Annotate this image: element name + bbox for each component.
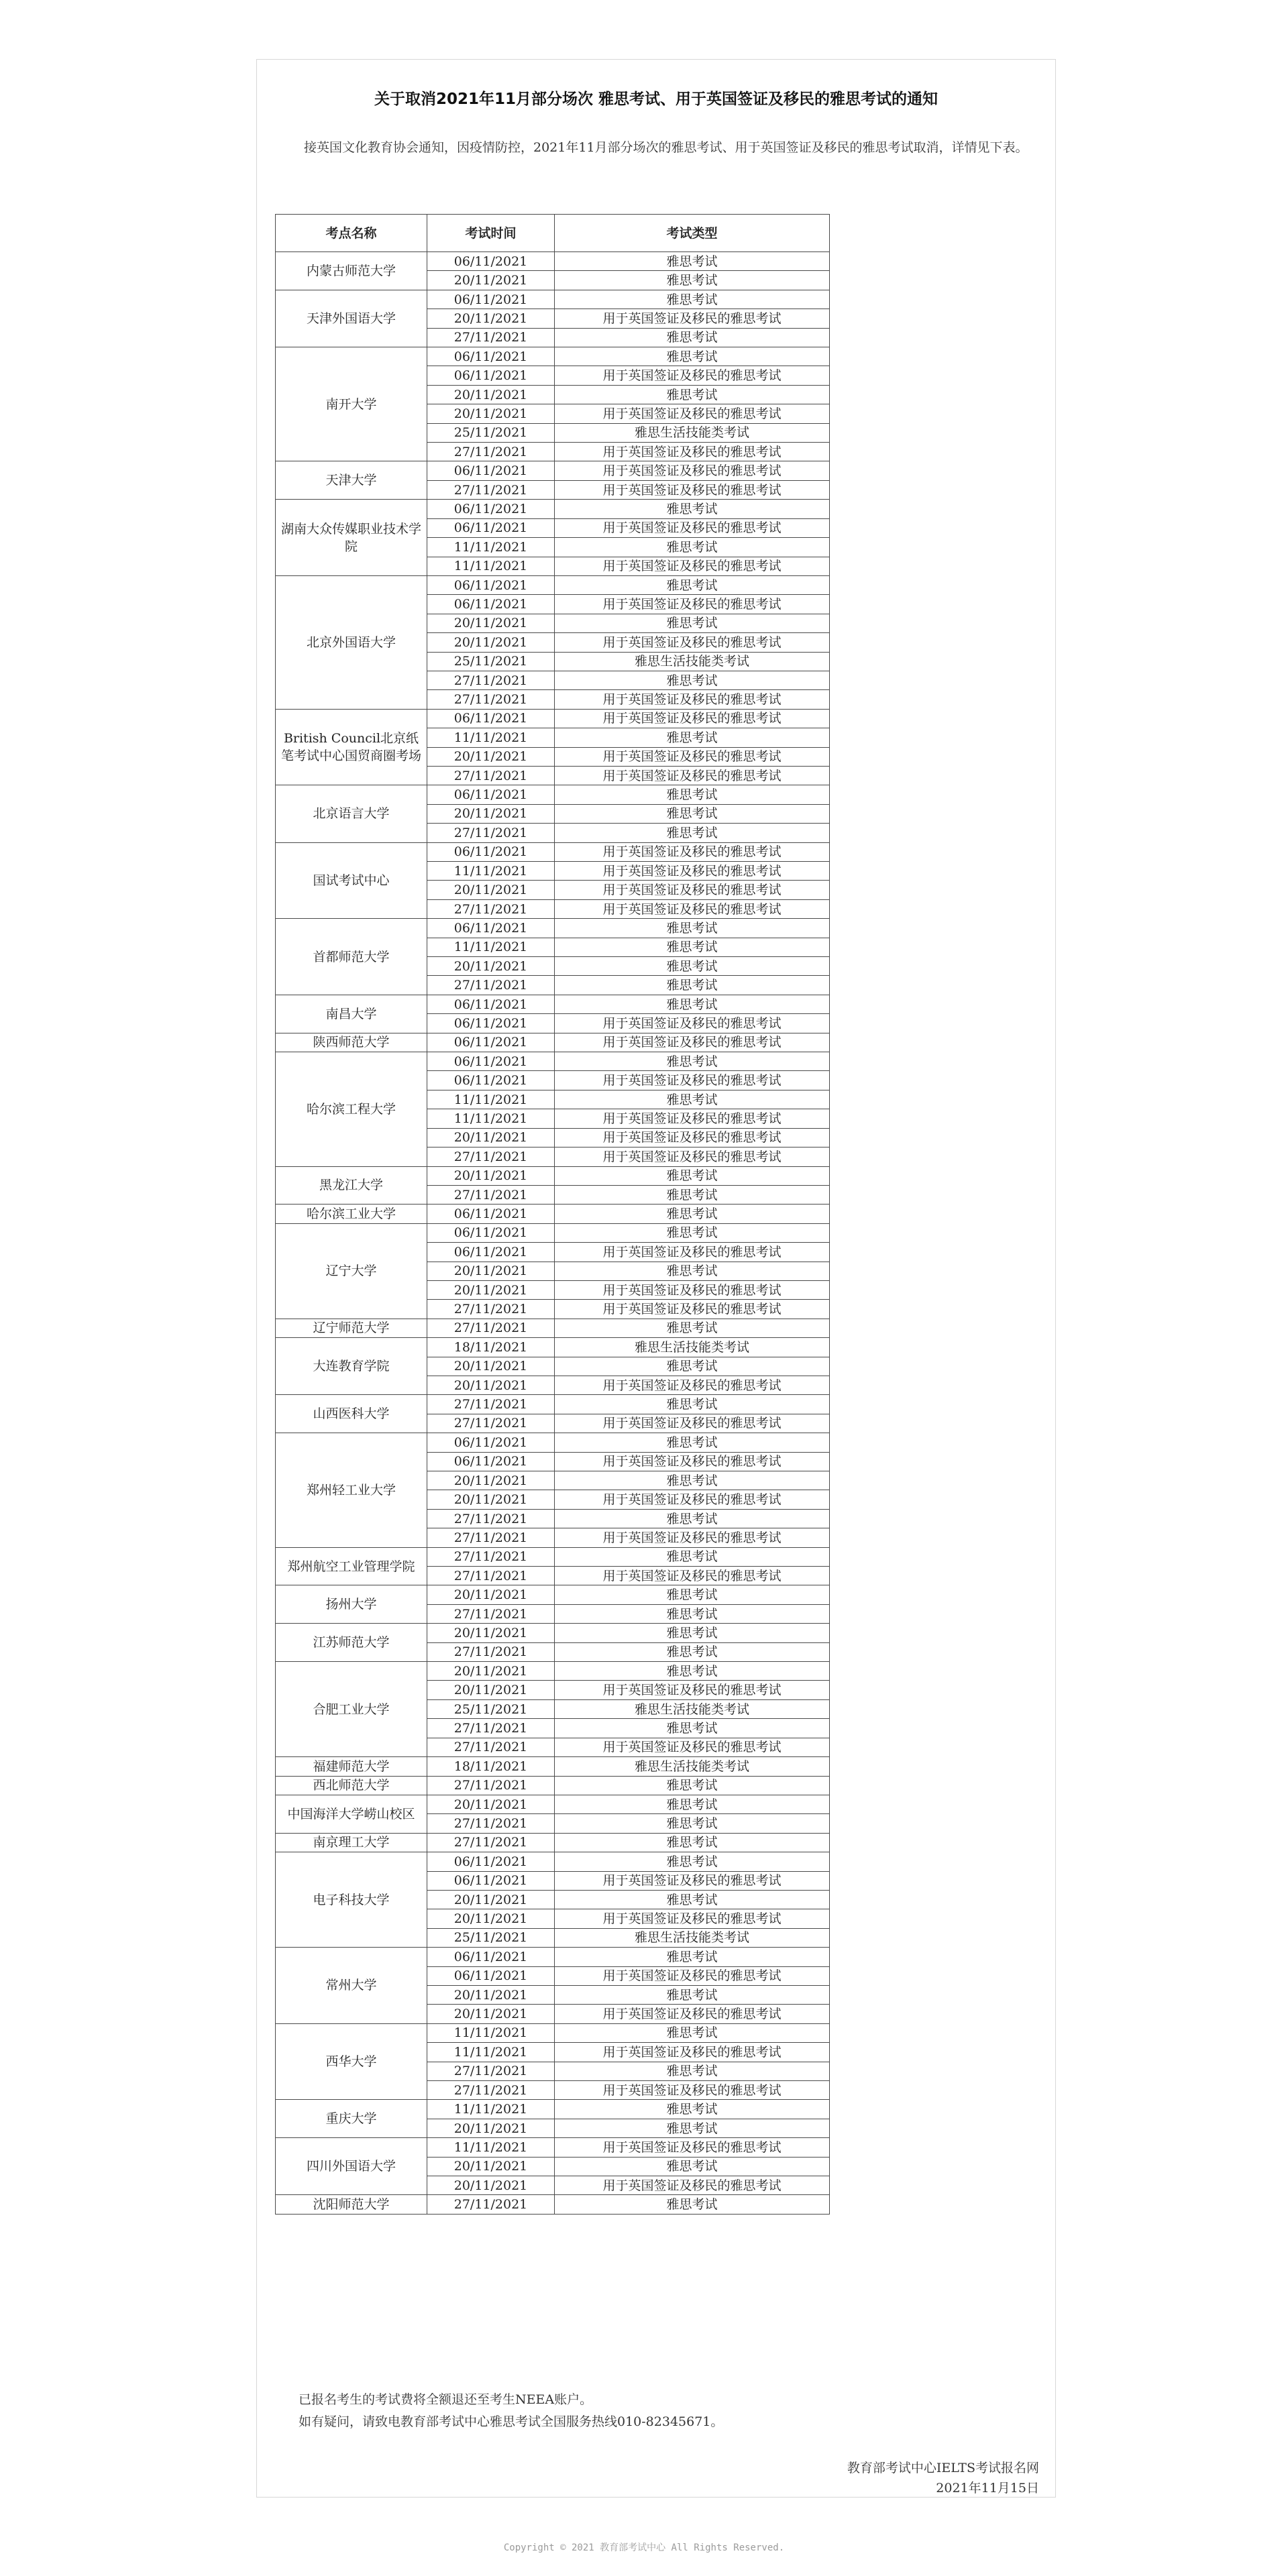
exam-date: 06/11/2021 <box>427 252 555 271</box>
exam-date: 27/11/2021 <box>427 443 555 461</box>
table-row <box>276 290 830 309</box>
exam-type: 雅思考试 <box>555 1262 830 1280</box>
exam-date: 06/11/2021 <box>427 919 555 938</box>
exam-date: 20/11/2021 <box>427 2119 555 2137</box>
exam-date: 06/11/2021 <box>427 290 555 309</box>
exam-date: 06/11/2021 <box>427 575 555 594</box>
table-row <box>276 1319 830 1337</box>
table-row <box>276 347 830 366</box>
exam-date: 11/11/2021 <box>427 2100 555 2119</box>
exam-type: 雅思考试 <box>555 938 830 956</box>
exam-type: 用于英国签证及移民的雅思考试 <box>555 899 830 918</box>
exam-date: 27/11/2021 <box>427 1738 555 1756</box>
exam-type: 用于英国签证及移民的雅思考试 <box>555 747 830 766</box>
exam-date: 27/11/2021 <box>427 1567 555 1585</box>
venue-name: 天津大学 <box>276 461 427 500</box>
exam-date: 27/11/2021 <box>427 1833 555 1852</box>
exam-date: 20/11/2021 <box>427 2005 555 2023</box>
exam-date: 06/11/2021 <box>427 1871 555 1890</box>
exam-type: 雅思考试 <box>555 1833 830 1852</box>
exam-type: 雅思考试 <box>555 1890 830 1909</box>
exam-date: 25/11/2021 <box>427 1928 555 1947</box>
venue-name: 西华大学 <box>276 2023 427 2100</box>
exam-type: 雅思考试 <box>555 1547 830 1566</box>
exam-type: 用于英国签证及移民的雅思考试 <box>555 766 830 785</box>
exam-date: 20/11/2021 <box>427 1909 555 1928</box>
notice-title: 关于取消2021年11月部分场次 雅思考试、用于英国签证及移民的雅思考试的通知 <box>374 91 938 108</box>
venue-name: British Council北京纸笔考试中心国贸商圈考场 <box>276 709 427 785</box>
exam-date: 27/11/2021 <box>427 671 555 689</box>
exam-type: 雅思考试 <box>555 271 830 290</box>
signature <box>847 2458 1039 2498</box>
exam-type: 雅思考试 <box>555 2062 830 2080</box>
exam-type: 用于英国签证及移民的雅思考试 <box>555 366 830 385</box>
exam-type: 雅思考试 <box>555 1624 830 1642</box>
exam-type: 雅思考试 <box>555 1662 830 1681</box>
exam-type: 用于英国签证及移民的雅思考试 <box>555 842 830 861</box>
exam-date: 27/11/2021 <box>427 328 555 347</box>
exam-date: 20/11/2021 <box>427 747 555 766</box>
table-row <box>276 1624 830 1642</box>
table-row <box>276 995 830 1013</box>
venue-name: 北京语言大学 <box>276 785 427 842</box>
table-row <box>276 785 830 804</box>
exam-type: 用于英国签证及移民的雅思考试 <box>555 881 830 899</box>
exam-type: 雅思考试 <box>555 995 830 1013</box>
table-row <box>276 1033 830 1052</box>
exam-date: 06/11/2021 <box>427 842 555 861</box>
exam-type: 用于英国签证及移民的雅思考试 <box>555 1871 830 1890</box>
exam-type: 雅思考试 <box>555 347 830 366</box>
exam-date: 11/11/2021 <box>427 1090 555 1109</box>
exam-type: 用于英国签证及移民的雅思考试 <box>555 1243 830 1262</box>
exam-type: 雅思考试 <box>555 804 830 823</box>
exam-type: 用于英国签证及移民的雅思考试 <box>555 461 830 480</box>
exam-date: 27/11/2021 <box>427 1414 555 1433</box>
exam-type: 雅思考试 <box>555 1052 830 1071</box>
copyright: Copyright © 2021 教育部考试中心 All Rights Reserved. <box>503 2542 785 2553</box>
exam-type: 用于英国签证及移民的雅思考试 <box>555 1376 830 1394</box>
exam-type: 雅思考试 <box>555 2157 830 2176</box>
exam-date: 27/11/2021 <box>427 1395 555 1414</box>
signature-date: 2021年11月15日 <box>936 2481 1039 2496</box>
exam-type: 用于英国签证及移民的雅思考试 <box>555 1071 830 1090</box>
venue-name: 江苏师范大学 <box>276 1624 427 1662</box>
venue-name: 郑州航空工业管理学院 <box>276 1547 427 1585</box>
exam-date: 27/11/2021 <box>427 766 555 785</box>
exam-date: 20/11/2021 <box>427 1890 555 1909</box>
exam-date: 20/11/2021 <box>427 2176 555 2195</box>
exam-date: 20/11/2021 <box>427 1585 555 1604</box>
exam-type: 雅思考试 <box>555 976 830 995</box>
exam-type: 用于英国签证及移民的雅思考试 <box>555 2176 830 2195</box>
exam-type: 用于英国签证及移民的雅思考试 <box>555 2043 830 2062</box>
exam-date: 06/11/2021 <box>427 347 555 366</box>
exam-type: 雅思考试 <box>555 500 830 518</box>
exam-type: 雅思考试 <box>555 2119 830 2137</box>
exam-date: 06/11/2021 <box>427 1205 555 1223</box>
exam-type: 雅思生活技能类考试 <box>555 652 830 671</box>
exam-date: 27/11/2021 <box>427 1604 555 1623</box>
exam-type: 雅思考试 <box>555 785 830 804</box>
exam-type: 雅思考试 <box>555 1852 830 1871</box>
exam-type: 雅思生活技能类考试 <box>555 423 830 442</box>
exam-type: 雅思考试 <box>555 1948 830 1966</box>
exam-date: 11/11/2021 <box>427 862 555 881</box>
table-row <box>276 500 830 518</box>
venue-name: 辽宁大学 <box>276 1223 427 1319</box>
exam-date: 27/11/2021 <box>427 1814 555 1833</box>
exam-date: 11/11/2021 <box>427 557 555 575</box>
exam-date: 06/11/2021 <box>427 1243 555 1262</box>
exam-type: 用于英国签证及移民的雅思考试 <box>555 480 830 499</box>
exam-date: 11/11/2021 <box>427 728 555 747</box>
exam-date: 06/11/2021 <box>427 595 555 614</box>
venue-name: 南昌大学 <box>276 995 427 1033</box>
exam-type: 用于英国签证及移民的雅思考试 <box>555 1014 830 1033</box>
exam-date: 25/11/2021 <box>427 1699 555 1718</box>
exam-date: 11/11/2021 <box>427 938 555 956</box>
exam-date: 06/11/2021 <box>427 995 555 1013</box>
exam-type: 雅思考试 <box>555 2100 830 2119</box>
venue-name: 首都师范大学 <box>276 919 427 995</box>
exam-date: 20/11/2021 <box>427 1662 555 1681</box>
exam-date: 27/11/2021 <box>427 2195 555 2214</box>
exam-date: 20/11/2021 <box>427 1262 555 1280</box>
exam-date: 27/11/2021 <box>427 480 555 499</box>
exam-date: 25/11/2021 <box>427 423 555 442</box>
footnotes <box>299 2389 1036 2433</box>
table-row <box>276 1223 830 1242</box>
exam-date: 20/11/2021 <box>427 1166 555 1185</box>
venue-name: 湖南大众传媒职业技术学院 <box>276 500 427 576</box>
exam-date: 06/11/2021 <box>427 1014 555 1033</box>
venue-name: 郑州轻工业大学 <box>276 1433 427 1547</box>
venue-name: 沈阳师范大学 <box>276 2195 427 2214</box>
exam-date: 06/11/2021 <box>427 366 555 385</box>
table-row <box>276 842 830 861</box>
exam-date: 06/11/2021 <box>427 1071 555 1090</box>
table-row <box>276 1795 830 1813</box>
venue-name: 四川外国语大学 <box>276 2138 427 2195</box>
refund-note: 已报名考生的考试费将全额退还至考生NEEA账户。 <box>299 2392 593 2407</box>
venue-name: 内蒙古师范大学 <box>276 252 427 290</box>
exam-date: 18/11/2021 <box>427 1757 555 1776</box>
exam-date: 11/11/2021 <box>427 1109 555 1128</box>
table-row <box>276 1833 830 1852</box>
exam-date: 11/11/2021 <box>427 2023 555 2042</box>
exam-type: 用于英国签证及移民的雅思考试 <box>555 1567 830 1585</box>
exam-type: 用于英国签证及移民的雅思考试 <box>555 1280 830 1299</box>
exam-type: 雅思考试 <box>555 1185 830 1204</box>
exam-date: 20/11/2021 <box>427 1490 555 1509</box>
exam-type: 雅思考试 <box>555 919 830 938</box>
exam-type: 雅思考试 <box>555 728 830 747</box>
venue-name: 中国海洋大学崂山校区 <box>276 1795 427 1833</box>
exam-type: 雅思生活技能类考试 <box>555 1338 830 1357</box>
exam-date: 20/11/2021 <box>427 633 555 652</box>
exam-date: 27/11/2021 <box>427 690 555 709</box>
exam-type: 用于英国签证及移民的雅思考试 <box>555 1452 830 1471</box>
venue-name: 国试考试中心 <box>276 842 427 919</box>
exam-date: 20/11/2021 <box>427 385 555 404</box>
exam-type: 雅思考试 <box>555 252 830 271</box>
venue-name: 扬州大学 <box>276 1585 427 1624</box>
exam-type: 用于英国签证及移民的雅思考试 <box>555 1490 830 1509</box>
exam-date: 20/11/2021 <box>427 1280 555 1299</box>
exam-date: 27/11/2021 <box>427 1147 555 1166</box>
venue-name: 哈尔滨工业大学 <box>276 1205 427 1223</box>
exam-date: 20/11/2021 <box>427 881 555 899</box>
exam-type: 用于英国签证及移民的雅思考试 <box>555 1966 830 1985</box>
exam-type: 用于英国签证及移民的雅思考试 <box>555 1109 830 1128</box>
table-body <box>276 252 830 2215</box>
exam-type: 雅思考试 <box>555 2023 830 2042</box>
exam-type: 雅思考试 <box>555 1642 830 1661</box>
table-row <box>276 2195 830 2214</box>
table-row <box>276 1776 830 1795</box>
venue-name: 大连教育学院 <box>276 1338 427 1395</box>
venue-name: 常州大学 <box>276 1948 427 2024</box>
exam-date: 20/11/2021 <box>427 1681 555 1699</box>
header-exam-type: 考试类型 <box>555 215 830 252</box>
venue-name: 南开大学 <box>276 347 427 461</box>
exam-date: 20/11/2021 <box>427 1985 555 2004</box>
exam-date: 27/11/2021 <box>427 1300 555 1319</box>
exam-date: 06/11/2021 <box>427 1852 555 1871</box>
venue-name: 哈尔滨工程大学 <box>276 1052 427 1166</box>
exam-date: 06/11/2021 <box>427 1433 555 1452</box>
table-row <box>276 1948 830 1966</box>
exam-date: 27/11/2021 <box>427 2062 555 2080</box>
exam-type: 雅思考试 <box>555 1509 830 1528</box>
exam-type: 雅思考试 <box>555 1395 830 1414</box>
table-row <box>276 1547 830 1566</box>
exam-type: 雅思考试 <box>555 1090 830 1109</box>
exam-date: 27/11/2021 <box>427 1776 555 1795</box>
exam-type: 雅思考试 <box>555 1433 830 1452</box>
table-row <box>276 461 830 480</box>
exam-date: 06/11/2021 <box>427 461 555 480</box>
exam-date: 27/11/2021 <box>427 2081 555 2100</box>
venue-name: 山西医科大学 <box>276 1395 427 1433</box>
exam-type: 雅思考试 <box>555 2195 830 2214</box>
exam-date: 20/11/2021 <box>427 309 555 328</box>
exam-date: 27/11/2021 <box>427 824 555 842</box>
exam-type: 雅思考试 <box>555 1223 830 1242</box>
exam-date: 20/11/2021 <box>427 1795 555 1813</box>
exam-date: 06/11/2021 <box>427 1223 555 1242</box>
table-row <box>276 2138 830 2157</box>
exam-type: 用于英国签证及移民的雅思考试 <box>555 595 830 614</box>
exam-type: 用于英国签证及移民的雅思考试 <box>555 1738 830 1756</box>
table-row <box>276 919 830 938</box>
table-row <box>276 1757 830 1776</box>
exam-date: 27/11/2021 <box>427 1509 555 1528</box>
exam-date: 06/11/2021 <box>427 709 555 728</box>
exam-type: 雅思考试 <box>555 824 830 842</box>
exam-type: 用于英国签证及移民的雅思考试 <box>555 1909 830 1928</box>
notice-intro: 接英国文化教育协会通知，因疫情防控，2021年11月部分场次的雅思考试、用于英国签证及移民的雅思考试取消，详情见下表。 <box>304 140 1028 155</box>
exam-type: 雅思考试 <box>555 671 830 689</box>
exam-type: 雅思考试 <box>555 1166 830 1185</box>
exam-date: 18/11/2021 <box>427 1338 555 1357</box>
exam-type: 用于英国签证及移民的雅思考试 <box>555 1300 830 1319</box>
table-row <box>276 2023 830 2042</box>
venue-name: 西北师范大学 <box>276 1776 427 1795</box>
exam-date: 06/11/2021 <box>427 1052 555 1071</box>
exam-date: 06/11/2021 <box>427 1033 555 1052</box>
signature-org: 教育部考试中心IELTS考试报名网 <box>847 2461 1039 2475</box>
exam-type: 用于英国签证及移民的雅思考试 <box>555 862 830 881</box>
exam-type: 用于英国签证及移民的雅思考试 <box>555 2138 830 2157</box>
exam-date: 06/11/2021 <box>427 1948 555 1966</box>
exam-type: 用于英国签证及移民的雅思考试 <box>555 557 830 575</box>
exam-type: 用于英国签证及移民的雅思考试 <box>555 690 830 709</box>
venue-name: 辽宁师范大学 <box>276 1319 427 1337</box>
table-row <box>276 1205 830 1223</box>
table-row <box>276 575 830 594</box>
exam-type: 雅思考试 <box>555 1357 830 1376</box>
exam-date: 27/11/2021 <box>427 1547 555 1566</box>
venue-name: 合肥工业大学 <box>276 1662 427 1757</box>
exam-type: 雅思考试 <box>555 1776 830 1795</box>
exam-type: 雅思考试 <box>555 1205 830 1223</box>
venue-name: 北京外国语大学 <box>276 575 427 709</box>
table-row <box>276 709 830 728</box>
exam-type: 雅思生活技能类考试 <box>555 1699 830 1718</box>
exam-date: 20/11/2021 <box>427 1376 555 1394</box>
exam-type: 雅思考试 <box>555 328 830 347</box>
exam-type: 雅思考试 <box>555 1604 830 1623</box>
exam-date: 25/11/2021 <box>427 652 555 671</box>
venue-name: 陕西师范大学 <box>276 1033 427 1052</box>
cancellation-table <box>275 214 830 2215</box>
exam-type: 用于英国签证及移民的雅思考试 <box>555 709 830 728</box>
exam-date: 20/11/2021 <box>427 1624 555 1642</box>
table-row <box>276 1852 830 1871</box>
exam-date: 20/11/2021 <box>427 1357 555 1376</box>
exam-type: 雅思生活技能类考试 <box>555 1757 830 1776</box>
exam-type: 雅思考试 <box>555 1585 830 1604</box>
exam-date: 06/11/2021 <box>427 1966 555 1985</box>
exam-type: 用于英国签证及移民的雅思考试 <box>555 1414 830 1433</box>
exam-type: 雅思考试 <box>555 538 830 557</box>
table-row <box>276 1433 830 1452</box>
exam-date: 27/11/2021 <box>427 1719 555 1738</box>
exam-date: 27/11/2021 <box>427 976 555 995</box>
exam-date: 11/11/2021 <box>427 2138 555 2157</box>
table-row <box>276 252 830 271</box>
exam-date: 20/11/2021 <box>427 614 555 632</box>
exam-date: 20/11/2021 <box>427 271 555 290</box>
exam-type: 用于英国签证及移民的雅思考试 <box>555 518 830 537</box>
exam-type: 用于英国签证及移民的雅思考试 <box>555 404 830 423</box>
table-row <box>276 1338 830 1357</box>
venue-name: 电子科技大学 <box>276 1852 427 1948</box>
exam-type: 用于英国签证及移民的雅思考试 <box>555 1033 830 1052</box>
exam-type: 用于英国签证及移民的雅思考试 <box>555 1128 830 1147</box>
exam-date: 11/11/2021 <box>427 2043 555 2062</box>
exam-date: 11/11/2021 <box>427 538 555 557</box>
exam-type: 雅思生活技能类考试 <box>555 1928 830 1947</box>
exam-type: 用于英国签证及移民的雅思考试 <box>555 1681 830 1699</box>
table-row <box>276 1395 830 1414</box>
exam-type: 用于英国签证及移民的雅思考试 <box>555 1528 830 1547</box>
venue-name: 南京理工大学 <box>276 1833 427 1852</box>
exam-type: 雅思考试 <box>555 1319 830 1337</box>
exam-date: 20/11/2021 <box>427 957 555 976</box>
exam-type: 雅思考试 <box>555 385 830 404</box>
exam-date: 20/11/2021 <box>427 404 555 423</box>
exam-type: 用于英国签证及移民的雅思考试 <box>555 2081 830 2100</box>
header-venue: 考点名称 <box>276 215 427 252</box>
exam-date: 06/11/2021 <box>427 500 555 518</box>
venue-name: 黑龙江大学 <box>276 1166 427 1205</box>
exam-type: 雅思考试 <box>555 1719 830 1738</box>
table-row <box>276 2100 830 2119</box>
venue-name: 福建师范大学 <box>276 1757 427 1776</box>
exam-type: 用于英国签证及移民的雅思考试 <box>555 633 830 652</box>
table-row <box>276 1662 830 1681</box>
exam-type: 雅思考试 <box>555 1795 830 1813</box>
exam-type: 用于英国签证及移民的雅思考试 <box>555 309 830 328</box>
notice-container <box>256 59 1056 2498</box>
exam-date: 20/11/2021 <box>427 804 555 823</box>
exam-type: 雅思考试 <box>555 575 830 594</box>
exam-date: 20/11/2021 <box>427 1471 555 1490</box>
exam-type: 雅思考试 <box>555 614 830 632</box>
exam-type: 雅思考试 <box>555 290 830 309</box>
exam-date: 27/11/2021 <box>427 1319 555 1337</box>
hotline-note: 如有疑问，请致电教育部考试中心雅思考试全国服务热线010-82345671。 <box>299 2414 724 2429</box>
exam-type: 用于英国签证及移民的雅思考试 <box>555 443 830 461</box>
exam-date: 20/11/2021 <box>427 2157 555 2176</box>
exam-type: 用于英国签证及移民的雅思考试 <box>555 2005 830 2023</box>
table-row <box>276 1052 830 1071</box>
exam-date: 27/11/2021 <box>427 1185 555 1204</box>
exam-type: 用于英国签证及移民的雅思考试 <box>555 1147 830 1166</box>
exam-type: 雅思考试 <box>555 1471 830 1490</box>
exam-type: 雅思考试 <box>555 1814 830 1833</box>
exam-date: 27/11/2021 <box>427 1528 555 1547</box>
venue-name: 天津外国语大学 <box>276 290 427 347</box>
exam-date: 06/11/2021 <box>427 518 555 537</box>
venue-name: 重庆大学 <box>276 2100 427 2138</box>
table-row <box>276 1166 830 1185</box>
exam-date: 27/11/2021 <box>427 1642 555 1661</box>
exam-date: 27/11/2021 <box>427 899 555 918</box>
exam-date: 20/11/2021 <box>427 1128 555 1147</box>
table-header-row <box>276 215 830 252</box>
exam-type: 雅思考试 <box>555 957 830 976</box>
header-date: 考试时间 <box>427 215 555 252</box>
exam-date: 06/11/2021 <box>427 785 555 804</box>
table-row <box>276 1585 830 1604</box>
exam-type: 雅思考试 <box>555 1985 830 2004</box>
exam-date: 06/11/2021 <box>427 1452 555 1471</box>
